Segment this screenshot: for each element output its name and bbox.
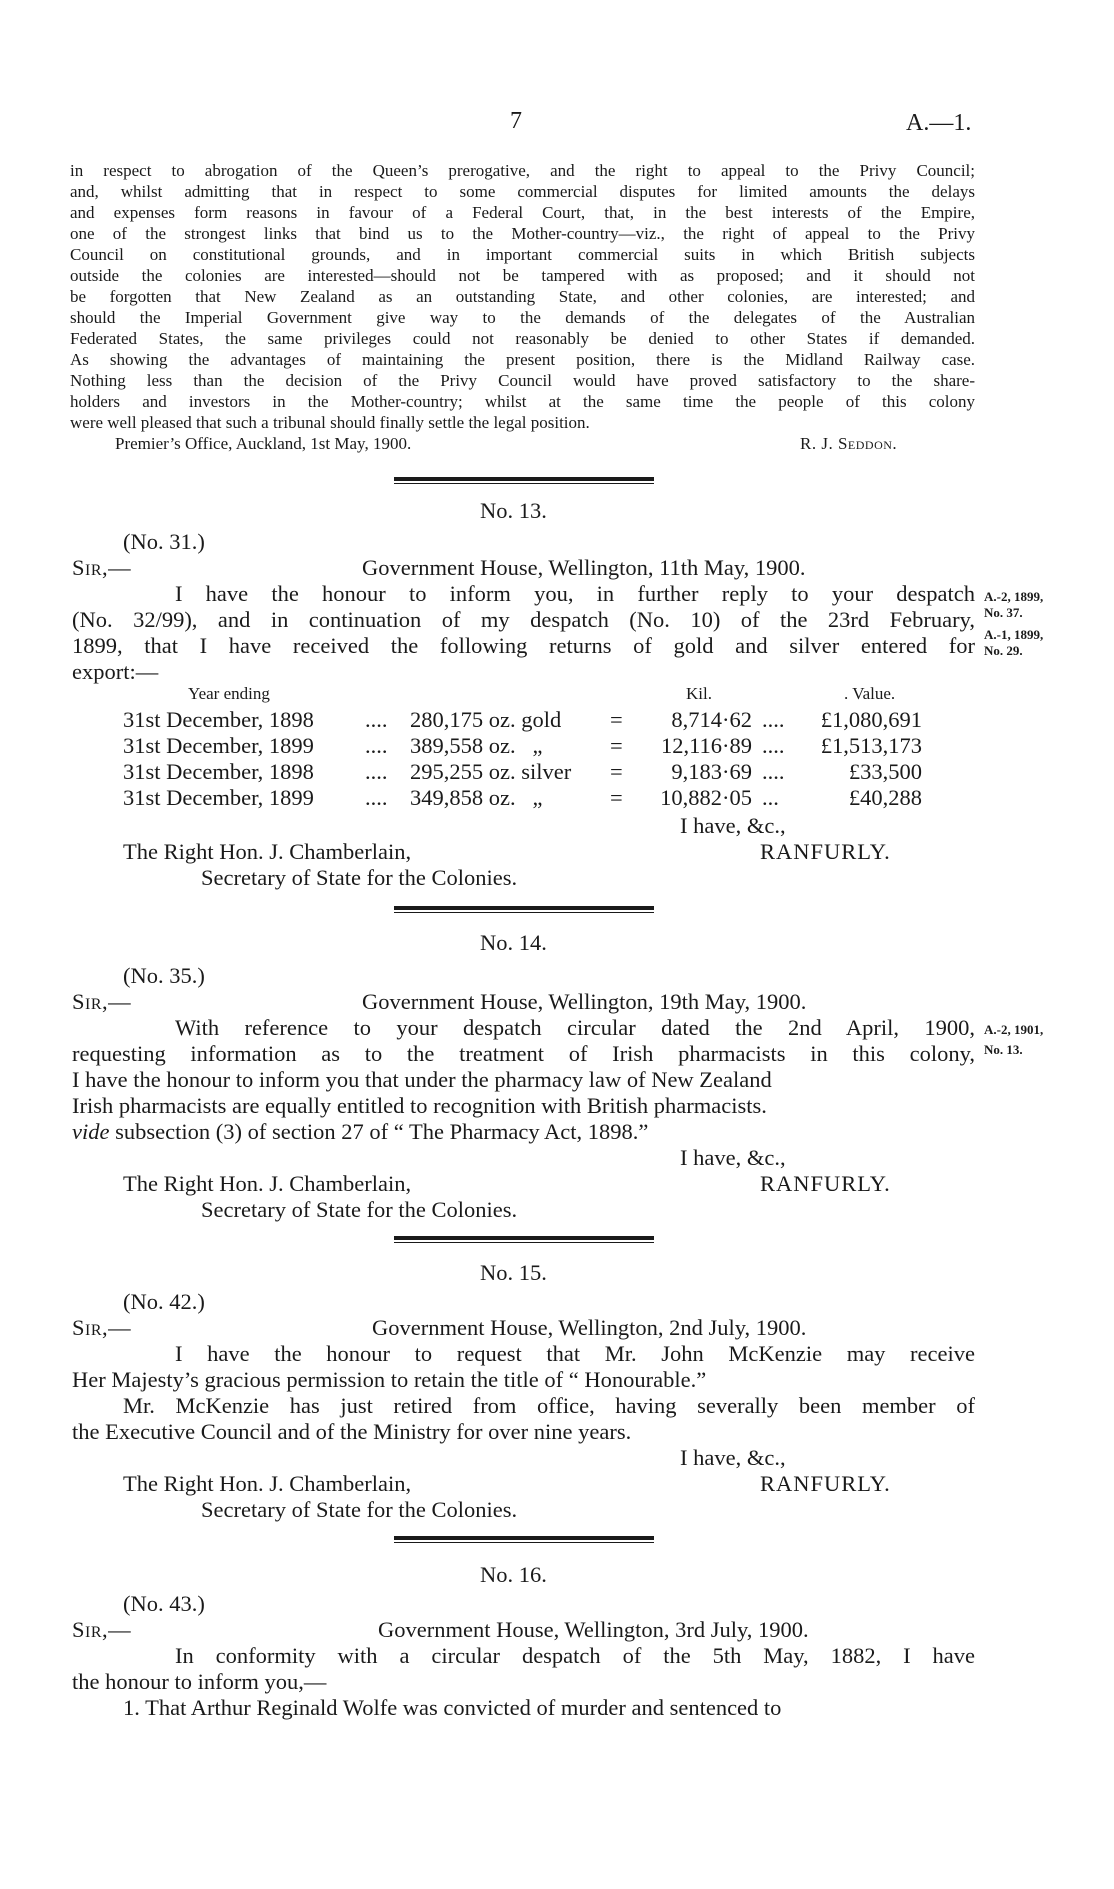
body-line: Her Majesty’s gracious permission to retain the title of “ Honourable.” (72, 1367, 707, 1392)
section-heading: No. 16. (480, 1562, 547, 1587)
table-cell-quantity: 389,558 oz. „ (410, 733, 543, 758)
place-date: Government House, Wellington, 2nd July, 1900. (372, 1315, 807, 1340)
salutation: Sir,— (72, 989, 132, 1014)
margin-note: A.-2, 1901, (984, 1022, 1044, 1037)
addressee: The Right Hon. J. Chamberlain, (123, 839, 412, 864)
table-header-kil: Kil. (686, 684, 712, 703)
vide-italic: vide (72, 1119, 110, 1144)
despatch-ref: (No. 42.) (123, 1289, 205, 1314)
table-cell-kil: 10,882·05 (660, 785, 752, 810)
section-heading: No. 14. (480, 930, 547, 955)
body-line: the honour to inform you,— (72, 1669, 327, 1694)
signature: RANFURLY. (760, 1471, 891, 1496)
intro-line: should the Imperial Government give way to the demands of the delegates of the Australian (70, 308, 975, 327)
intro-line: holders and investors in the Mother-country; whilst at the same time the people of this colony (70, 392, 975, 411)
office-dateline: Premier’s Office, Auckland, 1st May, 1900. (115, 434, 412, 453)
table-cell-dots: .... (365, 733, 388, 758)
margin-note: A.-1, 1899, (984, 627, 1044, 642)
salutation: Sir,— (72, 1617, 132, 1642)
intro-line: and expenses form reasons in favour of a Federal Court, that, in the best interests of the Empire, (70, 203, 975, 222)
signature: R. J. Seddon. (800, 434, 898, 453)
intro-line: outside the colonies are interested—should not be tampered with as proposed; and it should not (70, 266, 975, 285)
body-line (72, 1118, 648, 1145)
signature: RANFURLY. (760, 1171, 891, 1196)
margin-note: No. 37. (984, 605, 1023, 620)
closing: I have, &c., (680, 1145, 786, 1170)
addressee: The Right Hon. J. Chamberlain, (123, 1471, 412, 1496)
intro-line: Federated States, the same privileges could not reasonably be denied to other States if demanded. (70, 329, 975, 348)
table-cell-value: £40,288 (848, 785, 922, 810)
intro-line: As showing the advantages of maintaining the present position, there is the Midland Railway case. (70, 350, 975, 369)
table-cell-dots: .... (365, 785, 388, 810)
page-number: 7 (510, 108, 522, 134)
table-header-value: . Value. (844, 684, 896, 703)
table-cell-dots: .... (365, 759, 388, 784)
table-cell-value: £1,513,173 (820, 733, 922, 758)
body-line: Irish pharmacists are equally entitled to recognition with British pharmacists. (72, 1093, 767, 1118)
table-cell-quantity: 349,858 oz. „ (410, 785, 543, 810)
body-line: export:— (72, 659, 159, 684)
table-cell-quantity: 295,255 oz. silver (410, 759, 572, 784)
despatch-ref: (No. 35.) (123, 963, 205, 988)
table-cell-kil: 8,714·62 (671, 707, 752, 732)
body-line: (No. 32/99), and in continuation of my despatch (No. 10) of the 23rd February, (72, 607, 975, 632)
addressee-title: Secretary of State for the Colonies. (201, 1497, 518, 1522)
body-line: With reference to your despatch circular dated the 2nd April, 1900, (175, 1015, 975, 1040)
margin-note: No. 13. (984, 1042, 1023, 1057)
intro-line: were well pleased that such a tribunal should finally settle the legal position. (70, 413, 590, 432)
body-line-text: subsection (3) of section 27 of “ The Pharmacy Act, 1898.” (115, 1119, 649, 1144)
table-cell-equals: = (610, 707, 623, 732)
intro-line: and, whilst admitting that in respect to some commercial disputes for limited amounts the delays (70, 182, 975, 201)
closing: I have, &c., (680, 813, 786, 838)
body-line: I have the honour to inform you that under the pharmacy law of New Zealand (72, 1067, 772, 1092)
table-cell-value: £33,500 (848, 759, 922, 784)
intro-line: Council on constitutional grounds, and in important commercial suits in which British subjects (70, 245, 975, 264)
despatch-ref: (No. 31.) (123, 529, 205, 554)
table-cell-quantity: 280,175 oz. gold (410, 707, 562, 732)
table-cell-kil: 9,183·69 (671, 759, 752, 784)
signature: RANFURLY. (760, 839, 891, 864)
table-cell-dots: .... (365, 707, 388, 732)
intro-line: in respect to abrogation of the Queen’s prerogative, and the right to appeal to the Privy Council; (70, 161, 975, 180)
table-cell-equals: = (610, 759, 623, 784)
salutation: Sir,— (72, 555, 132, 580)
section-divider (394, 1236, 654, 1240)
body-line: the Executive Council and of the Ministry for over nine years. (72, 1419, 632, 1444)
table-cell-dots: .... (762, 707, 785, 732)
table-cell-dots: .... (762, 733, 785, 758)
addressee: The Right Hon. J. Chamberlain, (123, 1171, 412, 1196)
intro-line: Nothing less than the decision of the Privy Council would have proved satisfactory to the share- (70, 371, 975, 390)
body-line: Mr. McKenzie has just retired from office, having severally been member of (123, 1393, 975, 1418)
table-header-year: Year ending (188, 684, 270, 703)
table-cell-value: £1,080,691 (820, 707, 922, 732)
table-cell-date: 31st December, 1899 (123, 785, 314, 810)
table-cell-dots: ... (762, 785, 779, 810)
body-line: 1. That Arthur Reginald Wolfe was convicted of murder and sentenced to (123, 1695, 782, 1720)
margin-note: A.-2, 1899, (984, 589, 1044, 604)
salutation: Sir,— (72, 1315, 132, 1340)
body-line: requesting information as to the treatment of Irish pharmacists in this colony, (72, 1041, 975, 1066)
intro-line: one of the strongest links that bind us to the Mother-country—viz., the right of appeal to the Privy (70, 224, 975, 243)
section-heading: No. 15. (480, 1260, 547, 1285)
place-date: Government House, Wellington, 11th May, 1900. (362, 555, 806, 580)
body-line: 1899, that I have received the following returns of gold and silver entered for (72, 633, 975, 658)
table-cell-dots: .... (762, 759, 785, 784)
document-reference: A.—1. (906, 110, 972, 136)
margin-note: No. 29. (984, 643, 1023, 658)
section-divider (394, 1536, 654, 1540)
closing: I have, &c., (680, 1445, 786, 1470)
table-cell-date: 31st December, 1898 (123, 759, 314, 784)
body-line: I have the honour to inform you, in further reply to your despatch (175, 581, 975, 606)
table-cell-date: 31st December, 1898 (123, 707, 314, 732)
table-cell-kil: 12,116·89 (660, 733, 752, 758)
section-divider (394, 477, 654, 481)
despatch-ref: (No. 43.) (123, 1591, 205, 1616)
table-cell-equals: = (610, 733, 623, 758)
body-line: I have the honour to request that Mr. John McKenzie may receive (175, 1341, 975, 1366)
body-line: In conformity with a circular despatch of the 5th May, 1882, I have (175, 1643, 975, 1668)
intro-line: be forgotten that New Zealand as an outstanding State, and other colonies, are interested; and (70, 287, 975, 306)
table-cell-equals: = (610, 785, 623, 810)
table-cell-date: 31st December, 1899 (123, 733, 314, 758)
addressee-title: Secretary of State for the Colonies. (201, 865, 518, 890)
section-heading: No. 13. (480, 498, 547, 523)
addressee-title: Secretary of State for the Colonies. (201, 1197, 518, 1222)
section-divider (394, 906, 654, 910)
place-date: Government House, Wellington, 19th May, 1900. (362, 989, 807, 1014)
place-date: Government House, Wellington, 3rd July, 1900. (378, 1617, 809, 1642)
